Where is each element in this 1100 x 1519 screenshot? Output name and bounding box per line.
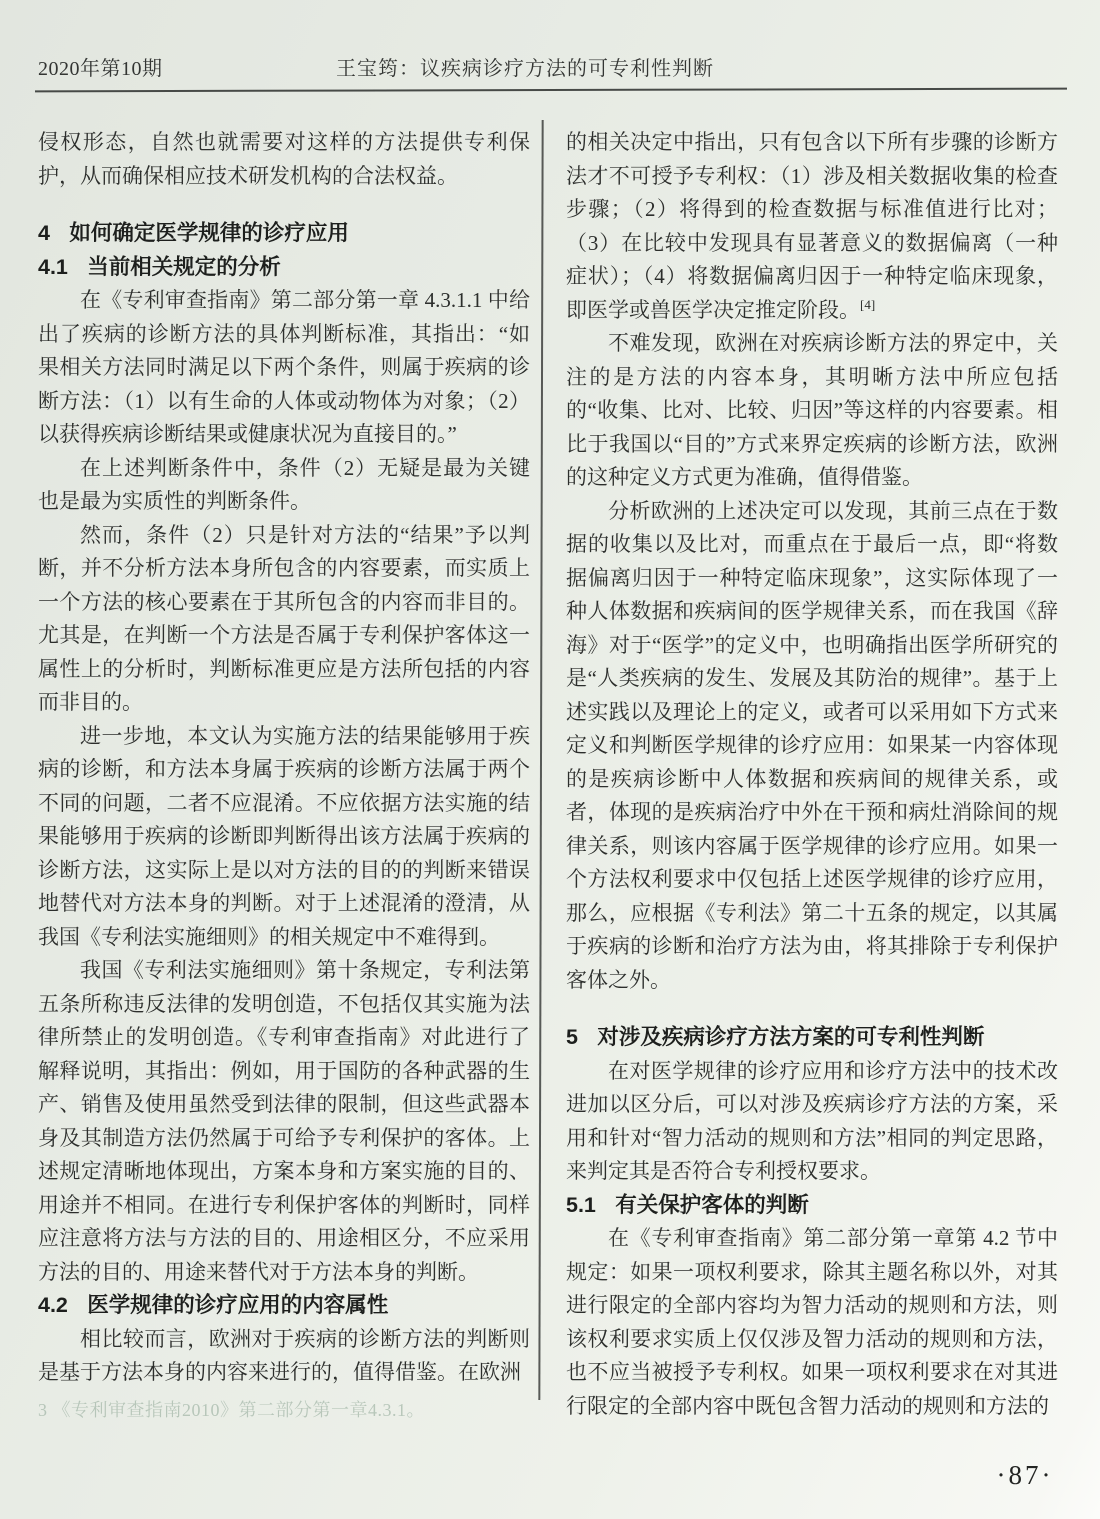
journal-issue: 2020年第10期 <box>38 58 163 80</box>
paragraph: 在《专利审查指南》第二部分第一章 4.3.1.1 中给出了疾病的诊断方法的具体判断标准，其指出：“如果相关方法同时满足以下两个条件，则属于疾病的诊断方法：（1）以有生命的人体或动物体为对象；（2）以获得疾病诊断结果或健康状况为直接目的。” <box>38 288 530 446</box>
paragraph: 的相关决定中指出，只有包含以下所有步骤的诊断方法才不可授予专利权：（1）涉及相关数据收集的检查步骤；（2）将得到的检查数据与标准值进行比对；（3）在比较中发现具有显著意义的数据偏离（一种症状）；（4）将数据偏离归因于一种特定临床现象，即医学或兽医学决定推定阶段。[4] <box>566 130 1058 322</box>
paragraph: 不难发现，欧洲在对疾病诊断方法的界定中，关注的是方法的内容本身，其明晰方法中所应包括的“收集、比对、比较、归因”等这样的内容要素。相比于我国以“目的”方式来界定疾病的诊断方法，欧洲的这种定义方式更为准确，值得借鉴。 <box>566 331 1058 489</box>
header-rule <box>35 88 1067 93</box>
subsection-heading <box>566 1189 1058 1223</box>
paragraph: 在《专利审查指南》第二部分第一章第 4.2 节中规定：如果一项权利要求，除其主题名称以外，对其进行限定的全部内容均为智力活动的规则和方法，则该权利要求实质上仅仅涉及智力活动的规则和方法，也不应当被授予专利权。如果一项权利要求在对其进行限定的全部内容中既包含智力活动的规则和方法的 <box>566 1226 1058 1418</box>
heading-text: 医学规律的诊疗应用的内容属性 <box>87 1293 389 1317</box>
heading-text: 如何确定医学规律的诊疗应用 <box>69 221 349 245</box>
right-column <box>566 126 1058 1423</box>
paragraph: 我国《专利法实施细则》第十条规定，专利法第五条所称违反法律的发明创造，不包括仅其实施为法律所禁止的发明创造。《专利审查指南》对此进行了解释说明，其指出：例如，用于国防的各种武器的生产、销售及使用虽然受到法律的限制，但这些武器本身及其制造方法仍然属于可给予专利保护的客体。上述规定清晰地体现出，方案本身和方案实施的目的、用途并不相同。在进行专利保护客体的判断时，同样应注意将方法与方法的目的、用途相区分，不应采用方法的目的、用途来替代对于方法本身的判断。 <box>38 958 530 1284</box>
running-title: 王宝筠：议疾病诊疗方法的可专利性判断 <box>336 58 714 80</box>
paragraph: 然而，条件（2）只是针对方法的“结果”予以判断，并不分析方法本身所包含的内容要素，而实质上一个方法的核心要素在于其所包含的内容而非目的。尤其是，在判断一个方法是否属于专利保护客体这一属性上的分析时，判断标准更应是方法所包括的内容而非目的。 <box>38 522 530 714</box>
column-divider <box>538 120 543 1400</box>
citation-ref: [4] <box>860 296 876 312</box>
subsection-heading <box>38 1289 530 1323</box>
paragraph: 在上述判断条件中，条件（2）无疑是最为关键也是最为实质性的判断条件。 <box>38 455 530 513</box>
subsection-heading <box>38 251 530 285</box>
footnote: 3 《专利审查指南2010》第二部分第一章4.3.1。 <box>38 1399 425 1420</box>
heading-number: 4.2 <box>38 1293 68 1317</box>
left-column <box>38 126 530 1423</box>
heading-number: 5 <box>566 1025 578 1049</box>
paragraph: 分析欧洲的上述决定可以发现，其前三点在于数据的收集以及比对，而重点在于最后一点，即“将数据偏离归因于一种特定临床现象”，这实际体现了一种人体数据和疾病间的医学规律关系，而在我国《辞海》对于“医学”的定义中，也明确指出医学所研究的是“人类疾病的发生、发展及其防治的规律”。基于上述实践以及理论上的定义，或者可以采用如下方式来定义和判断医学规律的诊疗应用：如果某一内容体现的是疾病诊断中人体数据和疾病间的规律关系，或者，体现的是疾病治疗中外在干预和病灶消除间的规律关系，则该内容属于医学规律的诊疗应用。如果一个方法权利要求中仅包括上述医学规律的诊疗应用，那么，应根据《专利法》第二十五条的规定，以其属于疾病的诊断和治疗方法为由，将其排除于专利保护客体之外。 <box>566 498 1058 992</box>
heading-number: 4.1 <box>38 254 68 279</box>
paragraph: 侵权形态，自然也就需要对这样的方法提供专利保护，从而确保相应技术研发机构的合法权益。 <box>38 130 530 188</box>
heading-number: 4 <box>38 221 50 245</box>
heading-text: 有关保护客体的判断 <box>615 1192 809 1217</box>
heading-text: 对涉及疾病诊疗方法方案的可专利性判断 <box>597 1025 985 1049</box>
paragraph: 相比较而言，欧洲对于疾病的诊断方法的判断则是基于方法本身的内容来进行的，值得借鉴。在欧洲 <box>38 1326 530 1384</box>
page-number: ·87· <box>996 1460 1054 1490</box>
heading-number: 5.1 <box>566 1192 596 1217</box>
heading-text: 当前相关规定的分析 <box>87 254 281 279</box>
section-heading <box>38 217 530 251</box>
paragraph: 在对医学规律的诊疗应用和诊疗方法中的技术改进加以区分后，可以对涉及疾病诊疗方法的方案，采用和针对“智力活动的规则和方法”相同的判定思路，来判定其是否符合专利授权要求。 <box>566 1058 1058 1183</box>
section-heading <box>566 1021 1058 1055</box>
paragraph: 进一步地，本文认为实施方法的结果能够用于疾病的诊断，和方法本身属于疾病的诊断方法属于两个不同的问题，二者不应混淆。不应依据方法实施的结果能够用于疾病的诊断即判断得出该方法属于疾病的诊断方法，这实际上是以对方法的目的的判断来错误地替代对方法本身的判断。对于上述混淆的澄清，从我国《专利法实施细则》的相关规定中不难得到。 <box>38 723 530 949</box>
